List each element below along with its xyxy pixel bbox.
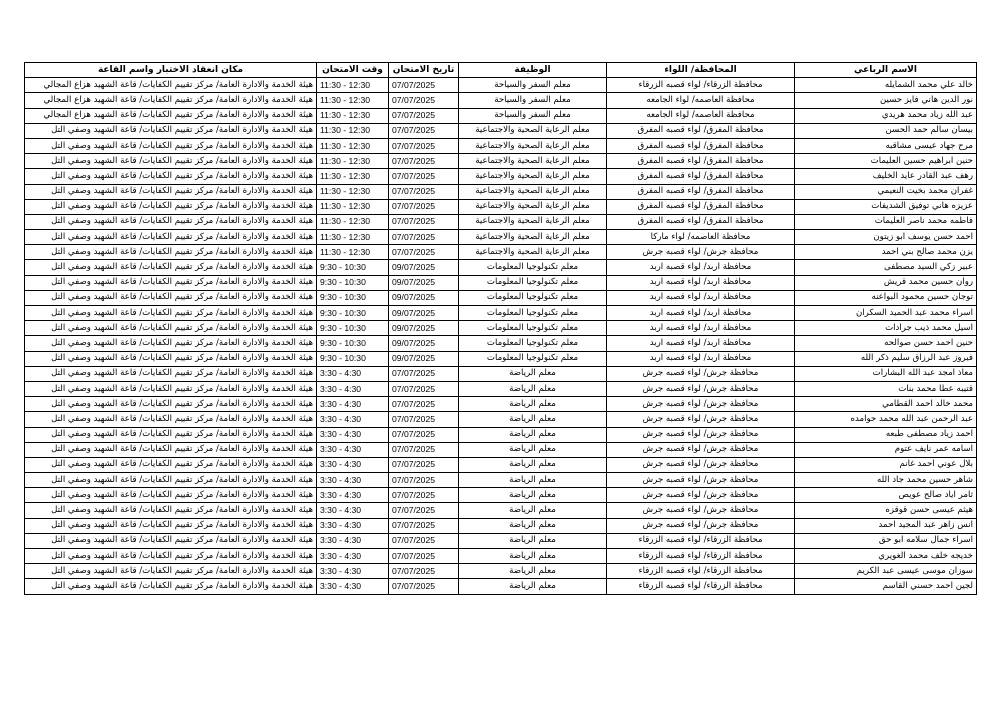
cell-governorate: محافظة اربد/ لواء قصبه اربد	[607, 306, 795, 321]
cell-name: لجين احمد حسني القاسم	[795, 579, 977, 594]
cell-governorate: محافظة اربد/ لواء قصبه اربد	[607, 275, 795, 290]
cell-name: روان حسين محمد قريش	[795, 275, 977, 290]
cell-time: 3:30 - 4:30	[317, 397, 389, 412]
cell-venue: هيئة الخدمة والادارة العامة/ مركز تقييم الكفايات/ قاعة الشهيد وصفي التل	[25, 351, 317, 366]
cell-venue: هيئة الخدمة والادارة العامة/ مركز تقييم الكفايات/ قاعة الشهيد وصفي التل	[25, 184, 317, 199]
cell-name: حنين احمد حسن صوالحه	[795, 336, 977, 351]
cell-time: 11:30 - 12:30	[317, 154, 389, 169]
cell-time: 11:30 - 12:30	[317, 108, 389, 123]
cell-date: 09/07/2025	[389, 275, 459, 290]
table-row	[25, 306, 977, 321]
cell-governorate: محافظة جرش/ لواء قصبه جرش	[607, 427, 795, 442]
cell-job: معلم الرعاية الصحية والاجتماعية	[459, 245, 607, 260]
cell-name: مرح جهاد عيسى مشاقبه	[795, 138, 977, 153]
cell-date: 09/07/2025	[389, 260, 459, 275]
cell-date: 07/07/2025	[389, 427, 459, 442]
cell-name: هيثم عيسى حسن قوقزه	[795, 503, 977, 518]
cell-job: معلم الرياضة	[459, 457, 607, 472]
cell-job: معلم تكنولوجيا المعلومات	[459, 290, 607, 305]
cell-date: 07/07/2025	[389, 169, 459, 184]
header-row	[25, 63, 977, 78]
cell-time: 11:30 - 12:30	[317, 199, 389, 214]
table-row	[25, 245, 977, 260]
cell-governorate: محافظة جرش/ لواء قصبه جرش	[607, 245, 795, 260]
cell-venue: هيئة الخدمة والادارة العامة/ مركز تقييم الكفايات/ قاعة الشهيد وصفي التل	[25, 214, 317, 229]
cell-date: 09/07/2025	[389, 321, 459, 336]
table-row	[25, 457, 977, 472]
cell-governorate: محافظة المفرق/ لواء قصبه المفرق	[607, 154, 795, 169]
cell-governorate: محافظة جرش/ لواء قصبه جرش	[607, 488, 795, 503]
cell-venue: هيئة الخدمة والادارة العامة/ مركز تقييم الكفايات/ قاعة الشهيد وصفي التل	[25, 321, 317, 336]
cell-date: 09/07/2025	[389, 306, 459, 321]
cell-name: انس زاهر عبد المجيد احمد	[795, 518, 977, 533]
cell-date: 07/07/2025	[389, 473, 459, 488]
cell-job: معلم الرعاية الصحية والاجتماعية	[459, 123, 607, 138]
cell-governorate: محافظة جرش/ لواء قصبه جرش	[607, 412, 795, 427]
cell-governorate: محافظة الزرقاء/ لواء قصبه الزرقاء	[607, 533, 795, 548]
cell-venue: هيئة الخدمة والادارة العامة/ مركز تقييم الكفايات/ قاعة الشهيد هزاع المجالي	[25, 108, 317, 123]
cell-date: 07/07/2025	[389, 138, 459, 153]
cell-governorate: محافظة الزرقاء/ لواء قصبه الزرقاء	[607, 564, 795, 579]
cell-governorate: محافظة اربد/ لواء قصبه اربد	[607, 351, 795, 366]
cell-governorate: محافظة المفرق/ لواء قصبه المفرق	[607, 184, 795, 199]
cell-job: معلم الرياضة	[459, 427, 607, 442]
cell-venue: هيئة الخدمة والادارة العامة/ مركز تقييم الكفايات/ قاعة الشهيد وصفي التل	[25, 488, 317, 503]
cell-date: 07/07/2025	[389, 412, 459, 427]
table-row	[25, 336, 977, 351]
table-row	[25, 533, 977, 548]
table-row	[25, 108, 977, 123]
cell-name: نور الدين هاني فايز حسين	[795, 93, 977, 108]
cell-venue: هيئة الخدمة والادارة العامة/ مركز تقييم الكفايات/ قاعة الشهيد وصفي التل	[25, 154, 317, 169]
table-row	[25, 366, 977, 381]
cell-time: 9:30 - 10:30	[317, 321, 389, 336]
cell-governorate: محافظة العاصمه/ لواء ماركا	[607, 230, 795, 245]
cell-time: 3:30 - 4:30	[317, 503, 389, 518]
header-governorate: المحافظة/ اللواء	[607, 63, 795, 78]
table-row	[25, 260, 977, 275]
cell-date: 07/07/2025	[389, 245, 459, 260]
cell-date: 07/07/2025	[389, 488, 459, 503]
cell-name: ثامر اياد صالح عويص	[795, 488, 977, 503]
cell-date: 07/07/2025	[389, 93, 459, 108]
cell-venue: هيئة الخدمة والادارة العامة/ مركز تقييم الكفايات/ قاعة الشهيد وصفي التل	[25, 336, 317, 351]
cell-date: 07/07/2025	[389, 549, 459, 564]
cell-time: 11:30 - 12:30	[317, 169, 389, 184]
cell-job: معلم الرياضة	[459, 381, 607, 396]
table-row	[25, 503, 977, 518]
cell-time: 3:30 - 4:30	[317, 533, 389, 548]
header-job: الوظيفة	[459, 63, 607, 78]
header-name: الاسم الرباعي	[795, 63, 977, 78]
cell-governorate: محافظة الزرقاء/ لواء قصبه الزرقاء	[607, 579, 795, 594]
cell-time: 11:30 - 12:30	[317, 214, 389, 229]
cell-name: شاهر حسين محمد جاد الله	[795, 473, 977, 488]
table-row	[25, 518, 977, 533]
cell-time: 3:30 - 4:30	[317, 366, 389, 381]
table-row	[25, 579, 977, 594]
cell-governorate: محافظة العاصمه/ لواء الجامعه	[607, 93, 795, 108]
cell-governorate: محافظة المفرق/ لواء قصبه المفرق	[607, 199, 795, 214]
cell-name: غفران محمد بخيت النعيمي	[795, 184, 977, 199]
cell-date: 07/07/2025	[389, 214, 459, 229]
table-row	[25, 154, 977, 169]
cell-venue: هيئة الخدمة والادارة العامة/ مركز تقييم الكفايات/ قاعة الشهيد وصفي التل	[25, 138, 317, 153]
cell-time: 9:30 - 10:30	[317, 351, 389, 366]
cell-governorate: محافظة جرش/ لواء قصبه جرش	[607, 503, 795, 518]
cell-job: معلم الرعاية الصحية والاجتماعية	[459, 169, 607, 184]
cell-job: معلم تكنولوجيا المعلومات	[459, 351, 607, 366]
cell-time: 9:30 - 10:30	[317, 336, 389, 351]
cell-governorate: محافظة جرش/ لواء قصبه جرش	[607, 473, 795, 488]
table-row	[25, 351, 977, 366]
cell-name: بلال عوني احمد غانم	[795, 457, 977, 472]
cell-governorate: محافظة اربد/ لواء قصبه اربد	[607, 260, 795, 275]
table-row	[25, 230, 977, 245]
table-row	[25, 138, 977, 153]
cell-name: عبد الله زياد محمد هريدي	[795, 108, 977, 123]
table-row	[25, 473, 977, 488]
cell-name: يزن محمد صالح بني احمد	[795, 245, 977, 260]
cell-job: معلم تكنولوجيا المعلومات	[459, 336, 607, 351]
cell-time: 9:30 - 10:30	[317, 275, 389, 290]
cell-venue: هيئة الخدمة والادارة العامة/ مركز تقييم الكفايات/ قاعة الشهيد وصفي التل	[25, 123, 317, 138]
cell-job: معلم تكنولوجيا المعلومات	[459, 321, 607, 336]
cell-job: معلم الرياضة	[459, 412, 607, 427]
table-row	[25, 123, 977, 138]
cell-job: معلم الرياضة	[459, 397, 607, 412]
cell-date: 07/07/2025	[389, 230, 459, 245]
cell-date: 07/07/2025	[389, 108, 459, 123]
table-body	[25, 78, 977, 594]
cell-governorate: محافظة جرش/ لواء قصبه جرش	[607, 381, 795, 396]
cell-date: 07/07/2025	[389, 457, 459, 472]
cell-name: حنين ابراهيم حسين العليمات	[795, 154, 977, 169]
cell-date: 07/07/2025	[389, 397, 459, 412]
table-row	[25, 78, 977, 93]
cell-governorate: محافظة جرش/ لواء قصبه جرش	[607, 397, 795, 412]
cell-name: احمد حسن يوسف ابو زيتون	[795, 230, 977, 245]
table-row	[25, 427, 977, 442]
cell-date: 07/07/2025	[389, 199, 459, 214]
table-row	[25, 412, 977, 427]
table-row	[25, 488, 977, 503]
cell-name: فيروز عبد الرزاق سليم ذكر الله	[795, 351, 977, 366]
cell-time: 3:30 - 4:30	[317, 427, 389, 442]
cell-governorate: محافظة اربد/ لواء قصبه اربد	[607, 321, 795, 336]
table-row	[25, 93, 977, 108]
cell-governorate: محافظة جرش/ لواء قصبه جرش	[607, 518, 795, 533]
cell-time: 11:30 - 12:30	[317, 245, 389, 260]
cell-venue: هيئة الخدمة والادارة العامة/ مركز تقييم الكفايات/ قاعة الشهيد وصفي التل	[25, 427, 317, 442]
cell-name: عبير زكي السيد مصطفى	[795, 260, 977, 275]
cell-name: فاطمه محمد ناصر العليمات	[795, 214, 977, 229]
cell-job: معلم الرياضة	[459, 533, 607, 548]
cell-date: 07/07/2025	[389, 533, 459, 548]
cell-governorate: محافظة المفرق/ لواء قصبه المفرق	[607, 138, 795, 153]
cell-time: 11:30 - 12:30	[317, 123, 389, 138]
table-row	[25, 290, 977, 305]
cell-venue: هيئة الخدمة والادارة العامة/ مركز تقييم الكفايات/ قاعة الشهيد وصفي التل	[25, 473, 317, 488]
header-date: تاريخ الامتحان	[389, 63, 459, 78]
cell-venue: هيئة الخدمة والادارة العامة/ مركز تقييم الكفايات/ قاعة الشهيد وصفي التل	[25, 366, 317, 381]
cell-name: خديجه خلف محمد الغويري	[795, 549, 977, 564]
cell-date: 07/07/2025	[389, 518, 459, 533]
cell-job: معلم الرياضة	[459, 564, 607, 579]
cell-time: 11:30 - 12:30	[317, 230, 389, 245]
cell-date: 07/07/2025	[389, 184, 459, 199]
cell-job: معلم السفر والسياحة	[459, 108, 607, 123]
cell-name: محمد خالد احمد القطامي	[795, 397, 977, 412]
cell-date: 07/07/2025	[389, 503, 459, 518]
cell-venue: هيئة الخدمة والادارة العامة/ مركز تقييم الكفايات/ قاعة الشهيد وصفي التل	[25, 275, 317, 290]
cell-venue: هيئة الخدمة والادارة العامة/ مركز تقييم الكفايات/ قاعة الشهيد وصفي التل	[25, 503, 317, 518]
table-row	[25, 381, 977, 396]
cell-job: معلم الرعاية الصحية والاجتماعية	[459, 138, 607, 153]
table-row	[25, 564, 977, 579]
cell-time: 3:30 - 4:30	[317, 488, 389, 503]
cell-job: معلم الرياضة	[459, 473, 607, 488]
header-venue: مكان انعقاد الاختبار واسم القاعة	[25, 63, 317, 78]
cell-name: قتيبه عطا محمد بنات	[795, 381, 977, 396]
cell-time: 3:30 - 4:30	[317, 564, 389, 579]
cell-name: عبد الرحمن عبد الله محمد حوامده	[795, 412, 977, 427]
cell-date: 07/07/2025	[389, 154, 459, 169]
cell-venue: هيئة الخدمة والادارة العامة/ مركز تقييم الكفايات/ قاعة الشهيد وصفي التل	[25, 579, 317, 594]
cell-venue: هيئة الخدمة والادارة العامة/ مركز تقييم الكفايات/ قاعة الشهيد وصفي التل	[25, 397, 317, 412]
cell-venue: هيئة الخدمة والادارة العامة/ مركز تقييم الكفايات/ قاعة الشهيد وصفي التل	[25, 457, 317, 472]
cell-venue: هيئة الخدمة والادارة العامة/ مركز تقييم الكفايات/ قاعة الشهيد وصفي التل	[25, 564, 317, 579]
table-row	[25, 442, 977, 457]
cell-name: معاذ امجد عبد الله البشارات	[795, 366, 977, 381]
cell-job: معلم تكنولوجيا المعلومات	[459, 260, 607, 275]
cell-time: 3:30 - 4:30	[317, 412, 389, 427]
cell-governorate: محافظة جرش/ لواء قصبه جرش	[607, 366, 795, 381]
cell-name: اسراء جمال سلامه ابو حق	[795, 533, 977, 548]
cell-governorate: محافظة اربد/ لواء قصبه اربد	[607, 336, 795, 351]
cell-venue: هيئة الخدمة والادارة العامة/ مركز تقييم الكفايات/ قاعة الشهيد وصفي التل	[25, 412, 317, 427]
exam-schedule-table	[24, 62, 977, 595]
cell-time: 11:30 - 12:30	[317, 93, 389, 108]
cell-job: معلم تكنولوجيا المعلومات	[459, 275, 607, 290]
cell-venue: هيئة الخدمة والادارة العامة/ مركز تقييم الكفايات/ قاعة الشهيد وصفي التل	[25, 199, 317, 214]
cell-date: 07/07/2025	[389, 564, 459, 579]
cell-name: اسيل محمد ذيب جرادات	[795, 321, 977, 336]
cell-job: معلم الرياضة	[459, 442, 607, 457]
cell-job: معلم الرياضة	[459, 366, 607, 381]
cell-date: 07/07/2025	[389, 123, 459, 138]
cell-time: 3:30 - 4:30	[317, 549, 389, 564]
cell-time: 9:30 - 10:30	[317, 290, 389, 305]
cell-venue: هيئة الخدمة والادارة العامة/ مركز تقييم الكفايات/ قاعة الشهيد وصفي التل	[25, 549, 317, 564]
cell-time: 9:30 - 10:30	[317, 306, 389, 321]
cell-governorate: محافظة العاصمه/ لواء الجامعه	[607, 108, 795, 123]
cell-job: معلم الرياضة	[459, 488, 607, 503]
cell-time: 11:30 - 12:30	[317, 184, 389, 199]
cell-time: 3:30 - 4:30	[317, 518, 389, 533]
cell-date: 09/07/2025	[389, 351, 459, 366]
cell-name: توجان حسين محمود البواعنه	[795, 290, 977, 305]
cell-date: 07/07/2025	[389, 442, 459, 457]
cell-job: معلم الرياضة	[459, 518, 607, 533]
cell-venue: هيئة الخدمة والادارة العامة/ مركز تقييم الكفايات/ قاعة الشهيد هزاع المجالي	[25, 78, 317, 93]
cell-job: معلم الرياضة	[459, 579, 607, 594]
table-row	[25, 214, 977, 229]
table-row	[25, 397, 977, 412]
cell-time: 3:30 - 4:30	[317, 457, 389, 472]
cell-job: معلم الرياضة	[459, 549, 607, 564]
cell-venue: هيئة الخدمة والادارة العامة/ مركز تقييم الكفايات/ قاعة الشهيد وصفي التل	[25, 230, 317, 245]
cell-time: 9:30 - 10:30	[317, 260, 389, 275]
cell-time: 3:30 - 4:30	[317, 579, 389, 594]
cell-governorate: محافظة الزرقاء/ لواء قصبه الزرقاء	[607, 549, 795, 564]
cell-date: 07/07/2025	[389, 78, 459, 93]
cell-venue: هيئة الخدمة والادارة العامة/ مركز تقييم الكفايات/ قاعة الشهيد وصفي التل	[25, 381, 317, 396]
cell-date: 07/07/2025	[389, 579, 459, 594]
cell-job: معلم الرعاية الصحية والاجتماعية	[459, 154, 607, 169]
cell-time: 11:30 - 12:30	[317, 138, 389, 153]
cell-venue: هيئة الخدمة والادارة العامة/ مركز تقييم الكفايات/ قاعة الشهيد وصفي التل	[25, 169, 317, 184]
cell-venue: هيئة الخدمة والادارة العامة/ مركز تقييم الكفايات/ قاعة الشهيد وصفي التل	[25, 533, 317, 548]
cell-date: 07/07/2025	[389, 366, 459, 381]
cell-time: 3:30 - 4:30	[317, 473, 389, 488]
cell-governorate: محافظة المفرق/ لواء قصبه المفرق	[607, 169, 795, 184]
cell-name: عزيزه هاني توفيق الشديفات	[795, 199, 977, 214]
table-row	[25, 275, 977, 290]
cell-job: معلم الرعاية الصحية والاجتماعية	[459, 230, 607, 245]
table-row	[25, 549, 977, 564]
cell-governorate: محافظة جرش/ لواء قصبه جرش	[607, 457, 795, 472]
cell-job: معلم السفر والسياحة	[459, 78, 607, 93]
table-row	[25, 321, 977, 336]
cell-governorate: محافظة المفرق/ لواء قصبه المفرق	[607, 123, 795, 138]
cell-name: بيسان سالم حمد الحسن	[795, 123, 977, 138]
cell-governorate: محافظة اربد/ لواء قصبه اربد	[607, 290, 795, 305]
cell-governorate: محافظة جرش/ لواء قصبه جرش	[607, 442, 795, 457]
cell-job: معلم الرعاية الصحية والاجتماعية	[459, 199, 607, 214]
cell-name: رهف عبد القادر عايد الخليف	[795, 169, 977, 184]
cell-time: 11:30 - 12:30	[317, 78, 389, 93]
cell-governorate: محافظة المفرق/ لواء قصبه المفرق	[607, 214, 795, 229]
header-time: وقت الامتحان	[317, 63, 389, 78]
cell-job: معلم السفر والسياحة	[459, 93, 607, 108]
cell-governorate: محافظة الزرقاء/ لواء قصبه الزرقاء	[607, 78, 795, 93]
cell-name: اسامه عمر نايف عتوم	[795, 442, 977, 457]
cell-date: 07/07/2025	[389, 381, 459, 396]
cell-name: احمد زياد مصطفى طبعه	[795, 427, 977, 442]
cell-venue: هيئة الخدمة والادارة العامة/ مركز تقييم الكفايات/ قاعة الشهيد وصفي التل	[25, 442, 317, 457]
cell-venue: هيئة الخدمة والادارة العامة/ مركز تقييم الكفايات/ قاعة الشهيد وصفي التل	[25, 306, 317, 321]
cell-venue: هيئة الخدمة والادارة العامة/ مركز تقييم الكفايات/ قاعة الشهيد وصفي التل	[25, 260, 317, 275]
cell-date: 09/07/2025	[389, 336, 459, 351]
table-row	[25, 184, 977, 199]
cell-date: 09/07/2025	[389, 290, 459, 305]
table-row	[25, 169, 977, 184]
cell-job: معلم الرعاية الصحية والاجتماعية	[459, 184, 607, 199]
cell-job: معلم الرياضة	[459, 503, 607, 518]
cell-venue: هيئة الخدمة والادارة العامة/ مركز تقييم الكفايات/ قاعة الشهيد وصفي التل	[25, 290, 317, 305]
cell-job: معلم تكنولوجيا المعلومات	[459, 306, 607, 321]
cell-name: اسراء محمد عبد الحميد السكران	[795, 306, 977, 321]
cell-name: سوزان موسى عيسى عبد الكريم	[795, 564, 977, 579]
cell-venue: هيئة الخدمة والادارة العامة/ مركز تقييم الكفايات/ قاعة الشهيد هزاع المجالي	[25, 93, 317, 108]
cell-job: معلم الرعاية الصحية والاجتماعية	[459, 214, 607, 229]
table-row	[25, 199, 977, 214]
cell-name: خالد علي محمد الشمايله	[795, 78, 977, 93]
cell-time: 3:30 - 4:30	[317, 442, 389, 457]
cell-venue: هيئة الخدمة والادارة العامة/ مركز تقييم الكفايات/ قاعة الشهيد وصفي التل	[25, 245, 317, 260]
cell-venue: هيئة الخدمة والادارة العامة/ مركز تقييم الكفايات/ قاعة الشهيد وصفي التل	[25, 518, 317, 533]
cell-time: 3:30 - 4:30	[317, 381, 389, 396]
